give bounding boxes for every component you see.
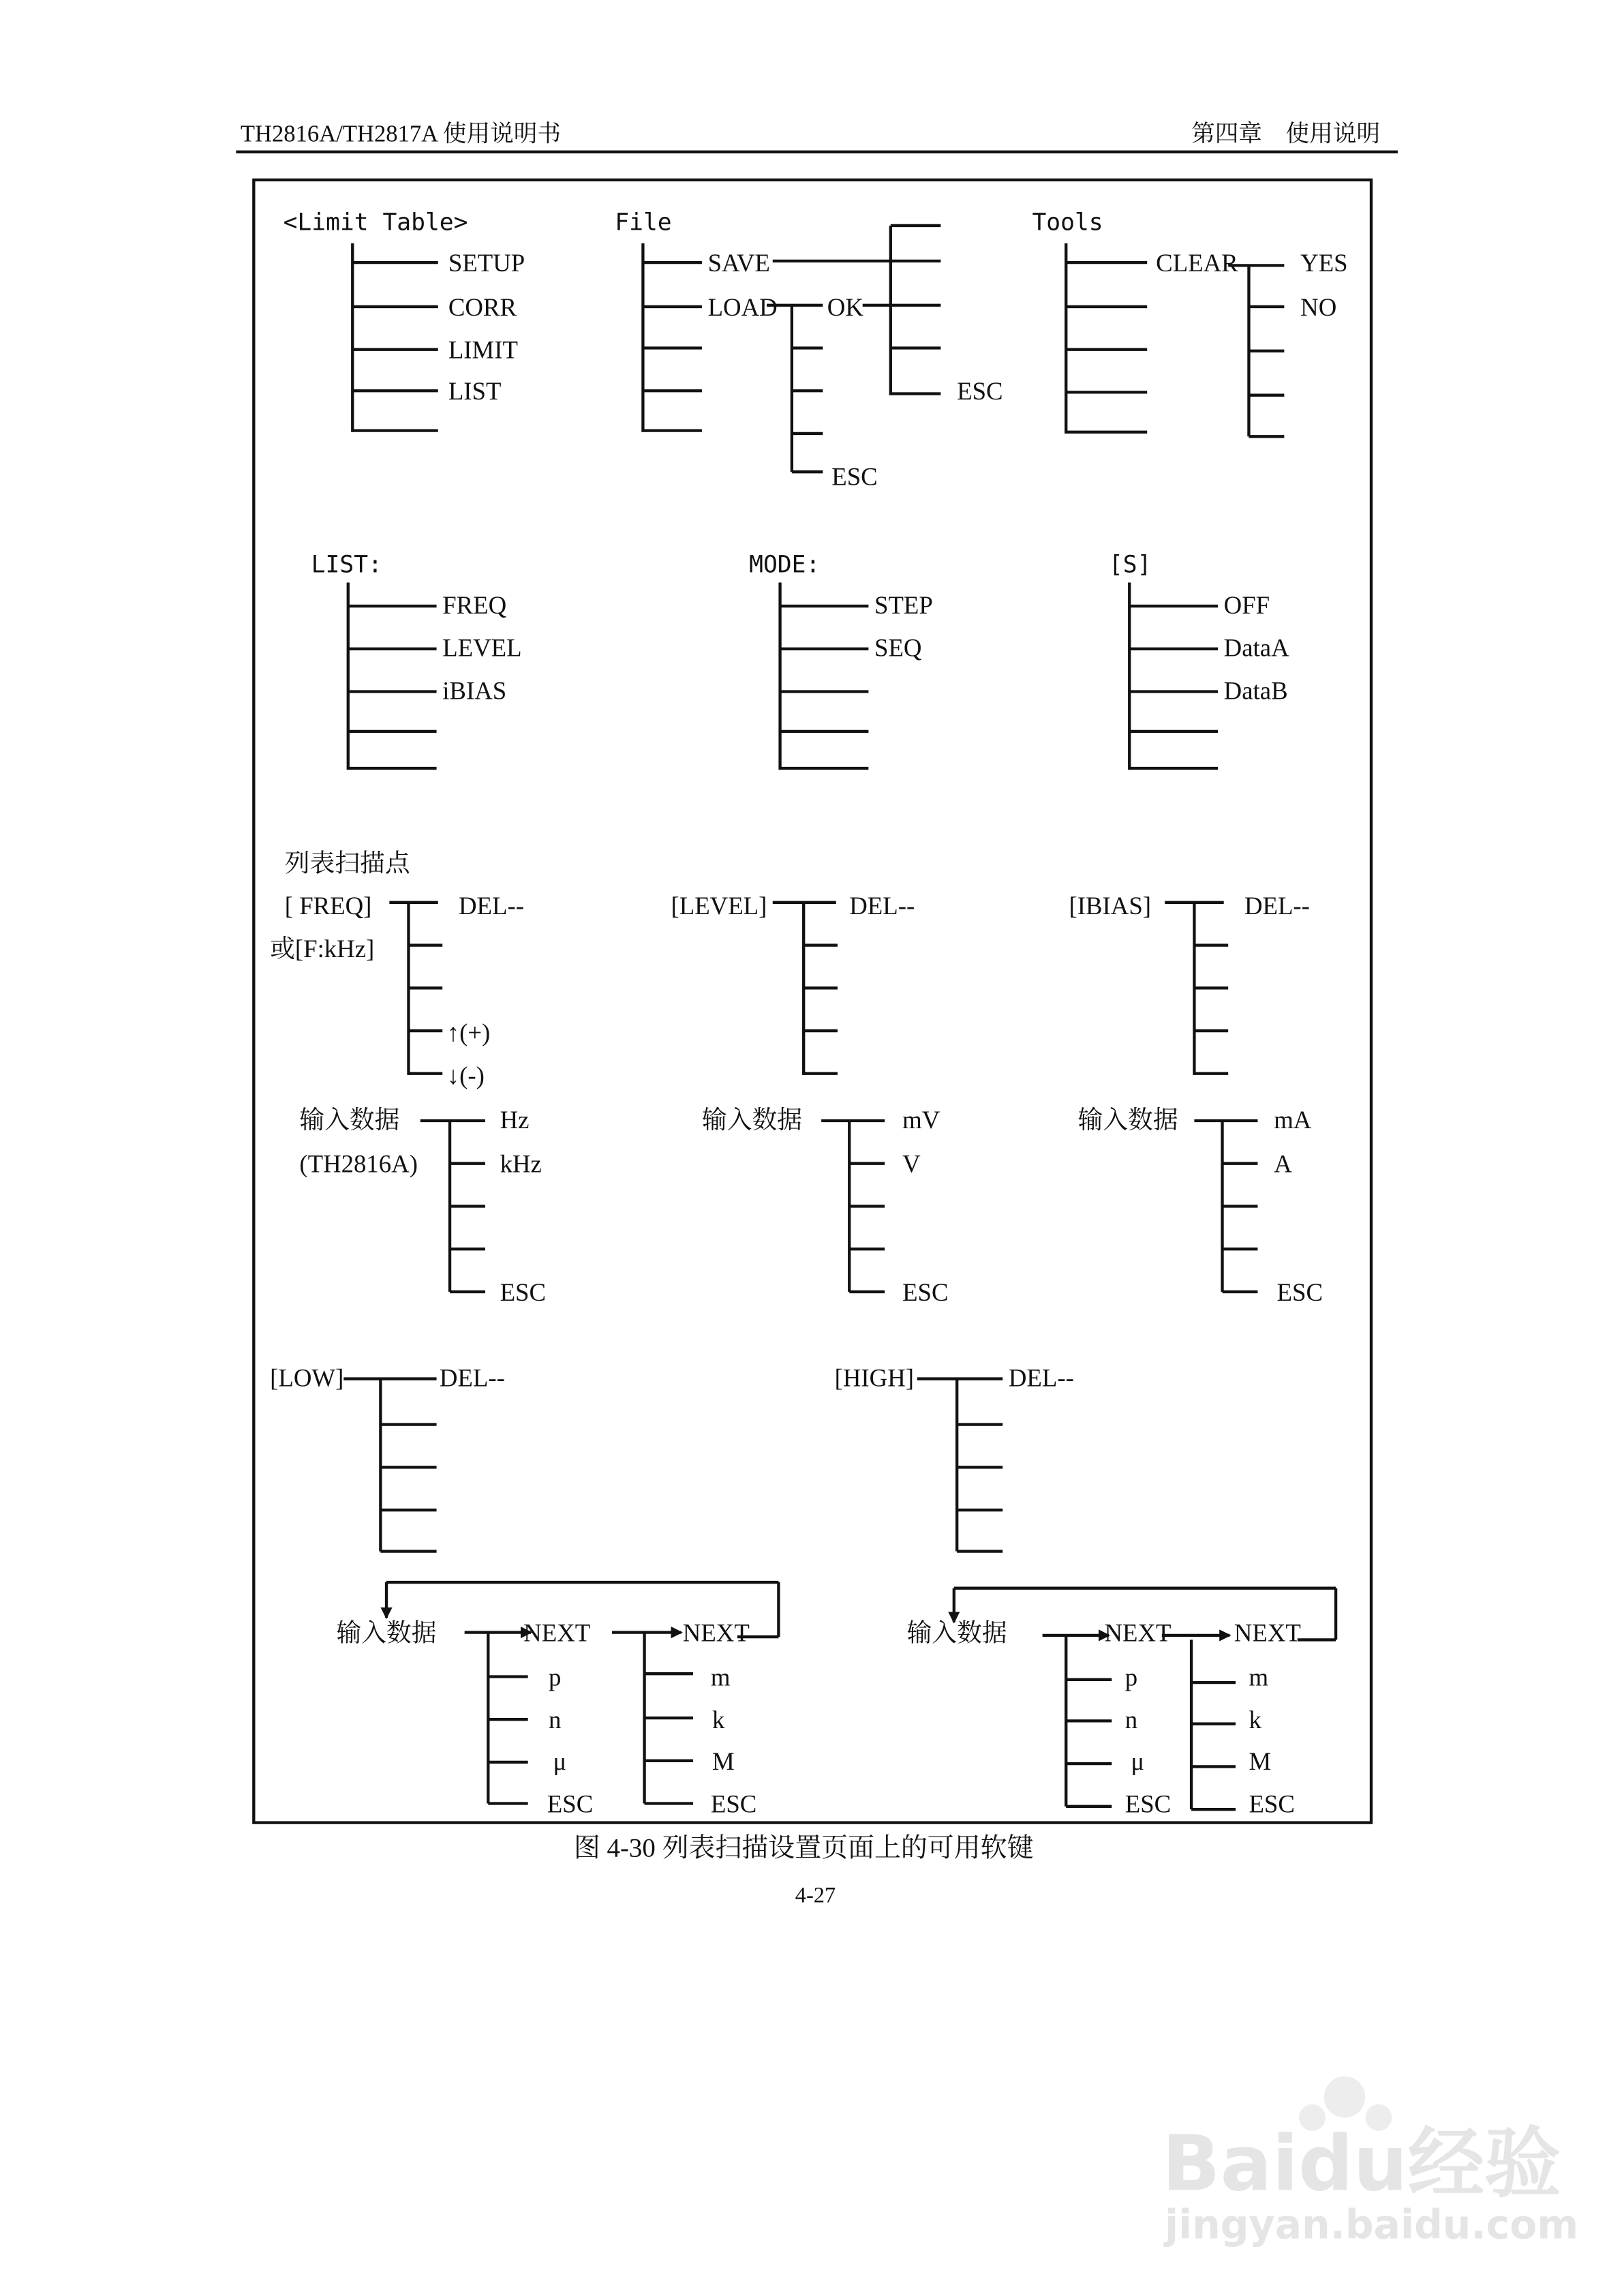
softkey-freq: FREQ [442,590,507,619]
softkey-v: V [902,1149,921,1178]
softkey-up: ↑(+) [446,1018,491,1047]
softkey-esc-level: ESC [902,1278,949,1306]
svg-text:jingyan.baidu.com: jingyan.baidu.com [1165,2201,1579,2248]
softkey-ma: mA [1274,1105,1312,1134]
softkey-esc-ibias: ESC [1276,1278,1323,1306]
input-freq-label: 输入数据 [299,1105,400,1134]
softkey-esc-load: ESC [831,462,878,491]
softkey-esc-save: ESC [957,377,1003,406]
softkey-kilo: k [1249,1706,1261,1734]
softkey-level: LEVEL [442,633,522,662]
level-label: [LEVEL] [671,892,767,920]
s-title: [S] [1108,551,1152,579]
softkey-esc-freq: ESC [500,1278,547,1306]
file-title: File [615,209,672,237]
limit-table-title: <Limit Table> [283,209,468,237]
input-level-label: 输入数据 [701,1105,802,1134]
softkey-ok: OK [827,292,863,321]
softkey-next-2: NEXT [682,1618,750,1647]
softkey-esc: ESC [547,1789,594,1818]
softkey-save: SAVE [707,249,770,277]
softkey-kilo: k [712,1706,725,1734]
softkey-esc: ESC [1124,1789,1172,1818]
softkey-del-high: DEL-- [1008,1363,1074,1392]
softkey-seq: SEQ [874,633,922,662]
figure-frame [254,180,1371,1823]
softkey-down: ↓(-) [446,1061,485,1089]
softkey-hz: Hz [500,1105,530,1134]
low-label: [LOW] [270,1363,344,1392]
softkey-yes: YES [1300,249,1348,277]
softkey-next-1: NEXT [523,1618,591,1647]
ibias-label: [IBIAS] [1069,892,1152,920]
softkey-dataa: DataA [1223,633,1289,662]
softkey-khz: kHz [500,1149,542,1178]
softkey-limit: LIMIT [448,335,518,364]
softkey-load: LOAD [707,292,778,321]
softkey-setup: SETUP [448,249,525,277]
softkey-esc: ESC [710,1789,757,1818]
list-title: LIST: [311,551,382,579]
softkey-micro: μ [1131,1747,1145,1775]
softkey-n: n [548,1706,562,1734]
mode-title: MODE: [749,551,821,579]
softkey-off: OFF [1223,590,1270,619]
softkey-ibias: iBIAS [442,676,507,705]
softkey-esc: ESC [1249,1789,1295,1818]
softkey-datab: DataB [1223,676,1288,705]
softkey-del-freq: DEL-- [459,892,524,920]
softkey-a: A [1274,1149,1292,1178]
softkey-n: n [1124,1706,1138,1734]
baidu-watermark-logo [1162,2076,1578,2248]
scan-points-title: 列表扫描点 [284,849,410,877]
softkey-next-2: NEXT [1234,1618,1301,1647]
softkey-micro: μ [553,1747,567,1775]
input-high-label: 输入数据 [906,1618,1007,1647]
softkey-no: NO [1300,292,1337,321]
softkey-step: STEP [874,590,933,619]
softkey-mv: mV [902,1105,940,1134]
svg-text:Baidu经验: Baidu经验 [1161,2119,1561,2209]
softkey-next-1: NEXT [1104,1618,1172,1647]
figure-caption: 图 4-30 列表扫描设置页面上的可用软键 [573,1833,1034,1863]
softkey-milli: m [710,1663,731,1691]
softkey-corr: CORR [448,292,517,321]
page-number: 4-27 [795,1883,836,1908]
softkey-mega: M [1249,1747,1272,1775]
softkey-milli: m [1249,1663,1269,1691]
tools-title: Tools [1032,209,1103,237]
header-chapter-title: 第四章 使用说明 [1191,121,1380,147]
softkey-p: p [1124,1663,1138,1691]
softkey-del-level: DEL-- [849,892,915,920]
softkey-list: LIST [448,377,502,406]
high-label: [HIGH] [834,1363,915,1392]
freq-label: [ FREQ] [284,892,372,920]
header-manual-title: TH2816A/TH2817A 使用说明书 [240,121,561,147]
input-low-label: 输入数据 [336,1618,437,1647]
softkey-mega: M [712,1747,735,1775]
softkey-p: p [548,1663,562,1691]
softkey-clear: CLEAR [1156,249,1238,277]
input-freq-note: (TH2816A) [299,1149,418,1178]
input-ibias-label: 输入数据 [1077,1105,1178,1134]
softkey-del-low: DEL-- [439,1363,505,1392]
softkey-del-ibias: DEL-- [1244,892,1310,920]
freq-alt-label: 或[F:kHz] [270,934,375,963]
